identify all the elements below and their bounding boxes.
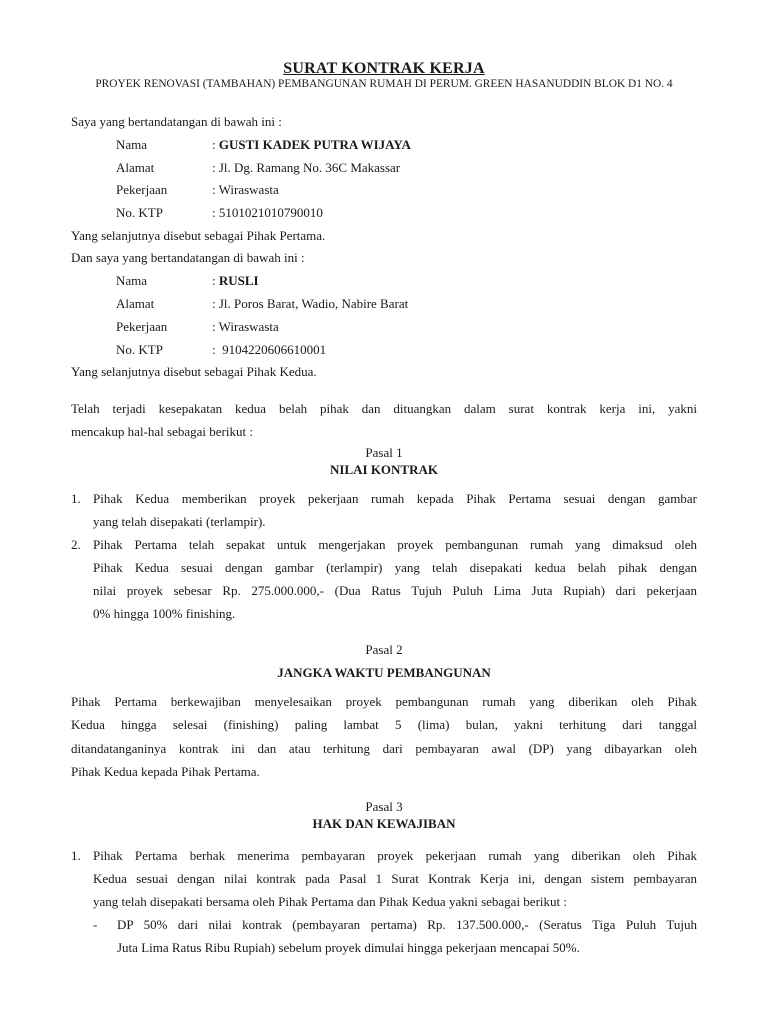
pasal3-item1-line: Pihak Pertama berhak menerima pembayaran proyek pekerjaan rumah yang diberikan oleh Pihak	[93, 848, 697, 863]
party2-name-value: : RUSLI	[212, 273, 259, 288]
pasal3-subitem-bullet: -	[93, 917, 98, 932]
party1-job-label: Pekerjaan	[116, 182, 168, 197]
pasal3-item1-line: Kedua sesuai dengan nilai kontrak pada Pasal 1 Surat Kontrak Kerja ini, dengan sistem pembayaran	[93, 871, 697, 886]
pasal3-heading: HAK DAN KEWAJIBAN	[312, 816, 456, 831]
party2-job-label: Pekerjaan	[116, 319, 168, 334]
pasal3-subitem-line: Juta Lima Ratus Ribu Rupiah) sebelum proyek dimulai hingga pekerjaan mencapai 50%.	[117, 940, 580, 955]
pasal1-number: Pasal 1	[365, 445, 403, 460]
pasal1-item1-number: 1.	[71, 491, 81, 506]
pasal3-subitem-line: DP 50% dari nilai kontrak (pembayaran pertama) Rp. 137.500.000,- (Seratus Tiga Puluh Tujuh	[117, 917, 697, 932]
party1-name-label: Nama	[116, 137, 148, 152]
pasal1-item2-line: nilai proyek sebesar Rp. 275.000.000,- (Dua Ratus Tujuh Puluh Lima Juta Rupiah) dari pekerjaan	[93, 583, 697, 598]
pasal1-item2-line: Pihak Pertama telah sepakat untuk mengerjakan proyek pembangunan rumah yang dimaksud oleh	[93, 537, 697, 552]
agreement-line-1: Telah terjadi kesepakatan kedua belah pihak dan dituangkan dalam surat kontrak kerja ini, yakni	[71, 401, 697, 416]
pasal2-line: ditandatanganinya kontrak ini dan atau terhitung dari pembayaran awal (DP) yang dibayarkan oleh	[71, 741, 697, 756]
pasal1-item1-line: yang telah disepakati (terlampir).	[93, 514, 266, 529]
pasal2-number: Pasal 2	[365, 642, 403, 657]
pasal3-item1-number: 1.	[71, 848, 81, 863]
party1-job-value: : Wiraswasta	[212, 182, 279, 197]
intro2-text: Dan saya yang bertandatangan di bawah ini :	[71, 250, 305, 265]
party1-ktp-value: : 5101021010790010	[212, 205, 323, 220]
party1-ktp-label: No. KTP	[116, 205, 163, 220]
party2-ktp-label: No. KTP	[116, 342, 163, 357]
pasal1-item2-line: Pihak Kedua sesuai dengan gambar (terlampir) yang telah disepakati kedua belah pihak dengan	[93, 560, 697, 575]
pasal2-line: Kedua hingga selesai (finishing) paling lambat 5 (lima) bulan, yakni terhitung dari tanggal	[71, 717, 697, 732]
document-subtitle: PROYEK RENOVASI (TAMBAHAN) PEMBANGUNAN RUMAH DI PERUM. GREEN HASANUDDIN BLOK D1 NO. 4	[95, 78, 673, 90]
party2-job-value: : Wiraswasta	[212, 319, 279, 334]
agreement-line-2: mencakup hal-hal sebagai berikut :	[71, 424, 253, 439]
party2-ktp-value: : 9104220606610001	[212, 342, 327, 357]
party2-name-label: Nama	[116, 273, 148, 288]
party2-address-label: Alamat	[116, 296, 155, 311]
party2-closing: Yang selanjutnya disebut sebagai Pihak Kedua.	[71, 364, 317, 379]
pasal3-number: Pasal 3	[365, 799, 403, 814]
pasal1-heading: NILAI KONTRAK	[330, 462, 438, 477]
pasal1-item2-line: 0% hingga 100% finishing.	[93, 606, 236, 621]
document-title: SURAT KONTRAK KERJA	[283, 60, 485, 77]
party2-address-value: : Jl. Poros Barat, Wadio, Nabire Barat	[212, 296, 409, 311]
pasal1-item2-number: 2.	[71, 537, 81, 552]
party1-address-label: Alamat	[116, 160, 155, 175]
pasal2-heading: JANGKA WAKTU PEMBANGUNAN	[277, 665, 491, 680]
pasal2-line: Pihak Pertama berkewajiban menyelesaikan proyek pembangunan rumah yang diberikan oleh Pihak	[71, 694, 697, 709]
party1-name-value: : GUSTI KADEK PUTRA WIJAYA	[212, 137, 411, 152]
intro-text: Saya yang bertandatangan di bawah ini :	[71, 114, 282, 129]
party1-closing: Yang selanjutnya disebut sebagai Pihak Pertama.	[71, 228, 326, 243]
pasal3-item1-line: yang telah disepakati bersama oleh Pihak Pertama dan Pihak Kedua yakni sebagai berikut :	[93, 894, 567, 909]
party1-address-value: : Jl. Dg. Ramang No. 36C Makassar	[212, 160, 401, 175]
pasal1-item1-line: Pihak Kedua memberikan proyek pekerjaan rumah kepada Pihak Pertama sesuai dengan gambar	[93, 491, 697, 506]
pasal2-line: Pihak Kedua kepada Pihak Pertama.	[71, 764, 260, 779]
